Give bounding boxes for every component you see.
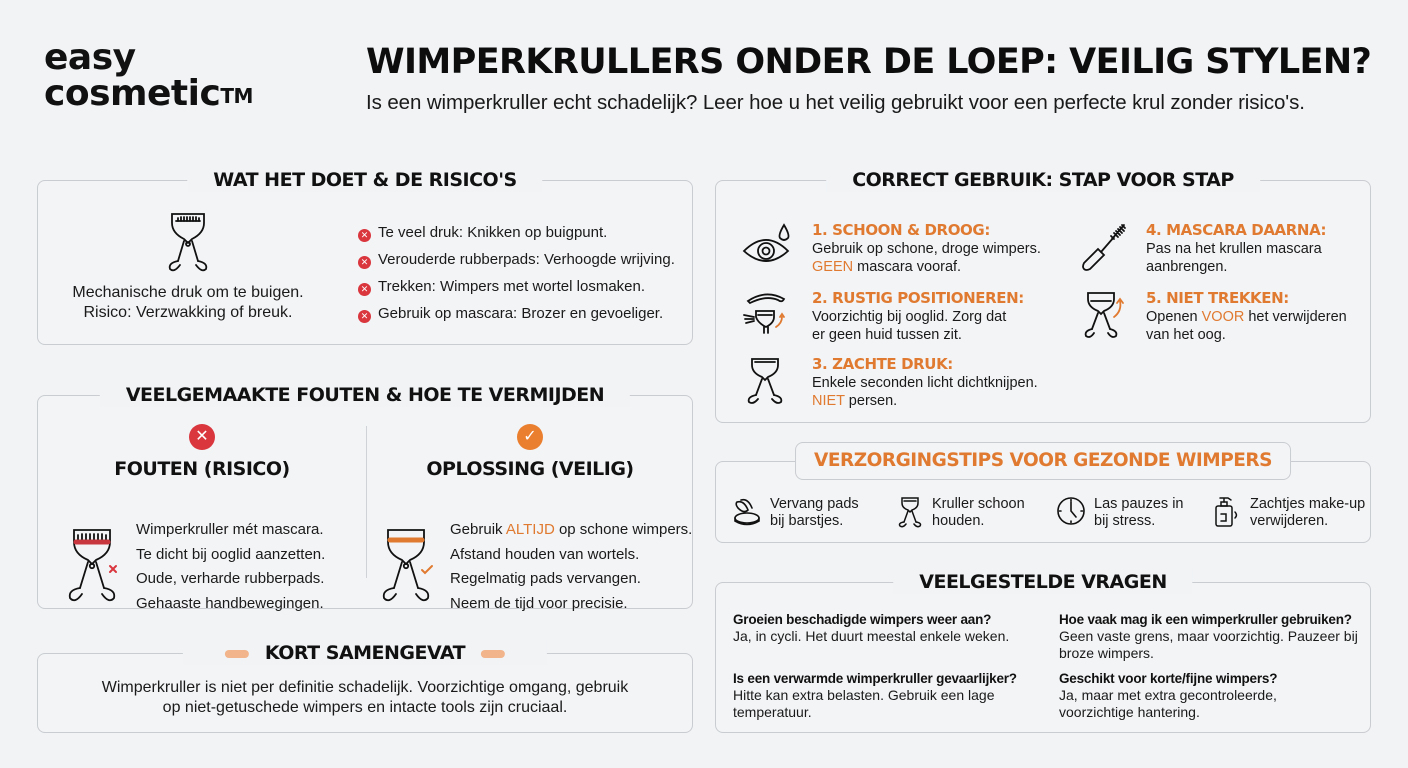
faq-item [733,611,1043,645]
risk-text: Risico: Verzwakking of breuk. [83,304,293,321]
summary-line: op niet-getuschede wimpers en intacte tools zijn cruciaal. [162,699,568,716]
brand-line-2: cosmetic [44,73,221,114]
faq-answer: Ja, maar met extra gecontroleerde, voorzichtige hantering. [1059,687,1277,720]
eyelash-curler-icon [166,211,210,273]
steps-card [715,169,1371,423]
section-title: VERZORGINGSTIPS VOOR GEZONDE WIMPERS [795,442,1291,480]
faq-item [1059,611,1369,662]
faq-question: Is een verwarmde wimperkruller gevaarlijker? [733,671,1017,686]
mascara-wand-icon [1080,221,1130,271]
page-title: WIMPERKRULLERS ONDER DE LOEP: VEILIG STYLEN? [366,42,1372,82]
eyelash-curler-wrong-icon [68,526,126,606]
step-heading: 5. NIET TREKKEN: [1146,289,1289,307]
eye-drop-icon [742,221,794,271]
section-title: WAT HET DOET & DE RISICO'S [187,168,542,192]
page-subtitle: Is een wimperkruller echt schadelijk? Leer hoe u het veilig gebruikt voor een perfecte krul zonder risico's. [366,91,1305,114]
x-circle-icon: ✕ [358,310,371,323]
x-circle-icon: ✕ [189,424,215,450]
faq-answer: Geen vaste grens, maar voorzichtig. Pauzeer bij broze wimpers. [1059,628,1358,661]
summary-line: Wimperkruller is niet per definitie schadelijk. Voorzichtige omgang, gebruik [101,679,629,696]
faq-item [733,670,1043,721]
faq-question: Groeien beschadigde wimpers weer aan? [733,612,992,627]
dash-decoration [225,650,249,658]
mistakes-card [37,384,693,612]
what-it-does-card [37,169,693,345]
faq-question: Hoe vaak mag ik een wimperkruller gebruiken? [1059,612,1352,627]
x-circle-icon: ✕ [358,256,371,269]
step-text: Pas na het krullen mascara [1146,241,1322,257]
step-text: GEEN mascara vooraf. [812,259,962,275]
summary-card [37,642,693,733]
step-text: NIET persen. [812,393,898,409]
risk-item: ✕ Te veel druk: Knikken op buigpunt. [358,219,675,246]
risk-item: ✕ Gebruik op mascara: Brozer en gevoeliger. [358,300,675,327]
solution-item: Neem de tijd voor precisie. [450,594,628,612]
clock-icon [1056,496,1086,526]
step-heading: 1. SCHOON & DROOG: [812,221,990,239]
risk-item: ✕ Trekken: Wimpers met wortel losmaken. [358,273,675,300]
solution-item: Afstand houden van wortels. [450,545,640,563]
column-heading: FOUTEN (RISICO) [114,458,290,480]
brand-line-1: easy [44,37,136,78]
mistakes-column [38,424,366,612]
mechanism-text: Mechanische druk om te buigen. [72,284,304,301]
section-title: VEELGESTELDE VRAGEN [893,570,1192,594]
step-heading: 4. MASCARA DAARNA: [1146,221,1327,239]
step-text: Gebruik op schone, droge wimpers. [812,241,1041,257]
x-circle-icon: ✕ [358,229,371,242]
risk-item: ✕ Verouderde rubberpads: Verhoogde wrijving. [358,246,675,273]
step-text: aanbrengen. [1146,259,1228,275]
trademark: TM [220,84,253,108]
curler-open-icon [1084,289,1130,339]
pump-bottle-icon [1212,496,1242,528]
x-circle-icon: ✕ [358,283,371,296]
faq-card [715,571,1371,733]
check-circle-icon: ✓ [517,424,543,450]
step-text: er geen huid tussen zit. [812,327,962,343]
curler-icon [898,496,924,528]
section-title: KORT SAMENGEVAT [183,641,547,665]
section-title: VEELGEMAAKTE FOUTEN & HOE TE VERMIJDEN [100,383,630,407]
care-tips-card: VERZORGINGSTIPS VOOR GEZONDE WIMPERS Vervang pads bij barstjes. Kruller schoon houden. Las pauzes in bij stress. Zachtjes make-up verwijderen. [715,461,1371,543]
step-heading: 3. ZACHTE DRUK: [812,355,953,373]
step-text: Voorzichtig bij ooglid. Zorg dat [812,309,1007,325]
solutions-column [366,424,694,612]
step-text: Openen VOOR het verwijderen [1146,309,1347,325]
dash-decoration [481,650,505,658]
pads-icon [732,496,762,526]
eyelash-curler-right-icon [382,526,440,606]
eye-curler-position-icon [742,289,794,339]
step-heading: 2. RUSTIG POSITIONEREN: [812,289,1024,307]
faq-question: Geschikt voor korte/fijne wimpers? [1059,671,1278,686]
mistake-item: Oude, verharde rubberpads. [136,570,325,587]
faq-answer: Ja, in cycli. Het duurt meestal enkele weken. [733,628,1010,644]
mistake-item: Gehaaste handbewegingen. [136,594,324,612]
solution-item: Gebruik ALTIJD op schone wimpers. [450,521,693,538]
mistake-item: Wimperkruller mét mascara. [136,521,324,538]
faq-answer: Hitte kan extra belasten. Gebruik een lage temperatuur. [733,687,995,720]
risk-list [358,219,675,327]
column-heading: OPLOSSING (VEILIG) [426,458,634,480]
step-text: Enkele seconden licht dichtknijpen. [812,375,1038,391]
brand-logo [44,37,253,114]
mistake-item: Te dicht bij ooglid aanzetten. [136,545,326,563]
eyelash-curler-icon [746,355,786,405]
section-title: CORRECT GEBRUIK: STAP VOOR STAP [826,168,1260,192]
step-text: van het oog. [1146,327,1226,343]
faq-item [1059,670,1369,721]
solution-item: Regelmatig pads vervangen. [450,570,641,587]
